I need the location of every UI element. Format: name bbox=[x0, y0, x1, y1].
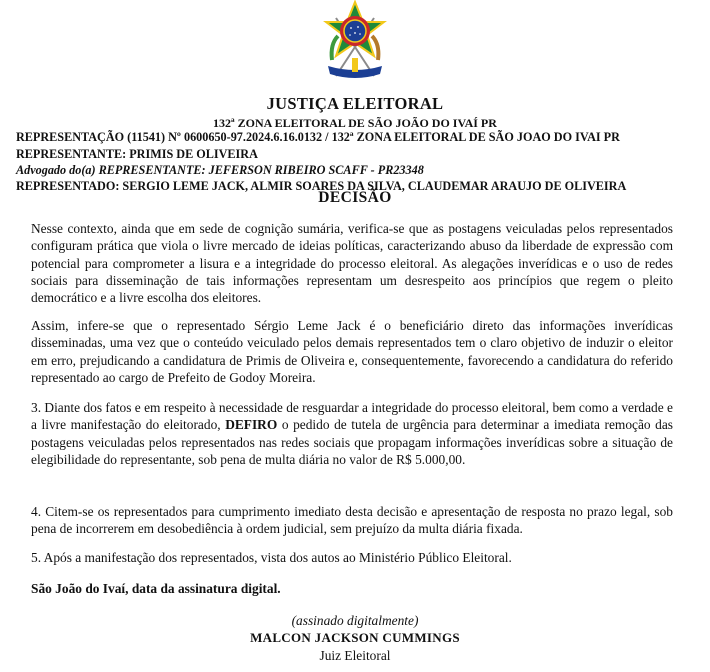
court-name: JUSTIÇA ELEITORAL bbox=[266, 94, 444, 113]
paragraph-ruling bbox=[31, 399, 673, 468]
brazil-coat-of-arms-icon bbox=[322, 0, 388, 88]
decision-title: DECISÃO bbox=[318, 189, 392, 206]
plaintiff-lawyer: Advogado do(a) REPRESENTANTE: JEFERSON RIBEIRO SCAFF - PR23348 bbox=[16, 163, 424, 177]
signature-note: (assinado digitalmente) bbox=[291, 613, 419, 628]
paragraph-context: Nesse contexto, ainda que em sede de cognição sumária, verifica-se que as postagens veiculadas pelos representados configuram prática que viola o livre mercado de ideias políticas, caracterizando abuso da liberdade de expressão com potencial para comprometer a lisura e a integridade do processo eleitoral. As alegações inverídicas e o uso de redes sociais para disseminação de tais informações representam um desrespeito aos princípios que regem o pleito democrático e a livre escolha dos eleitores. bbox=[31, 221, 673, 306]
ruling-text-start: 3. Diante dos fatos e em respeito à necessidade de resguardar a integridade do processo eleitoral, bem como a verdade e a livre manifestação do eleitorado, bbox=[31, 400, 673, 433]
place-and-date: São João do Ivaí, data da assinatura digital. bbox=[31, 581, 281, 596]
ruling-text-end: o pedido de tutela de urgência para determinar a imediata remoção das postagens veiculadas pelos representados nas redes sociais que propagam informações inverídicas sobre a situação de elegibilidade do representante, sob pena de multa diária no valor de R$ 5.000,00. bbox=[31, 417, 673, 467]
electoral-zone: 132ª ZONA ELEITORAL DE SÃO JOÃO DO IVAÍ PR bbox=[213, 116, 497, 130]
ruling-verb: DEFIRO bbox=[225, 417, 278, 433]
defendants: REPRESENTADO: SERGIO LEME JACK, ALMIR SOARES DA SILVA, CLAUDEMAR ARAUJO DE OLIVEIRA bbox=[16, 179, 627, 193]
plaintiff: REPRESENTANTE: PRIMIS DE OLIVEIRA bbox=[16, 147, 258, 161]
signer-name: MALCON JACKSON CUMMINGS bbox=[250, 630, 460, 645]
paragraph-summons: 4. Citem-se os representados para cumprimento imediato desta decisão e apresentação de resposta no prazo legal, sob pena de incorrerem em desobediência à ordem judicial, sem prejuízo da multa diária fixada. bbox=[31, 504, 673, 537]
paragraph-prosecutor: 5. Após a manifestação dos representados, vista dos autos ao Ministério Público Eleitoral. bbox=[31, 550, 512, 565]
signer-role: Juiz Eleitoral bbox=[319, 648, 391, 663]
paragraph-beneficiary: Assim, infere-se que o representado Sérgio Leme Jack é o beneficiário direto das informações inverídicas disseminadas, uma vez que o conteúdo veiculado pelos demais representados tem o claro objetivo de induzir o eleitor em erro, prejudicando a candidatura de Primis de Oliveira e, consequentemente, favorecendo a candidatura do referido representado ao cargo de Prefeito de Godoy Moreira. bbox=[31, 318, 673, 385]
case-number: REPRESENTAÇÃO (11541) Nº 0600650-97.2024.6.16.0132 / 132ª ZONA ELEITORAL DE SÃO JOAO DO IVAI PR bbox=[16, 130, 620, 144]
